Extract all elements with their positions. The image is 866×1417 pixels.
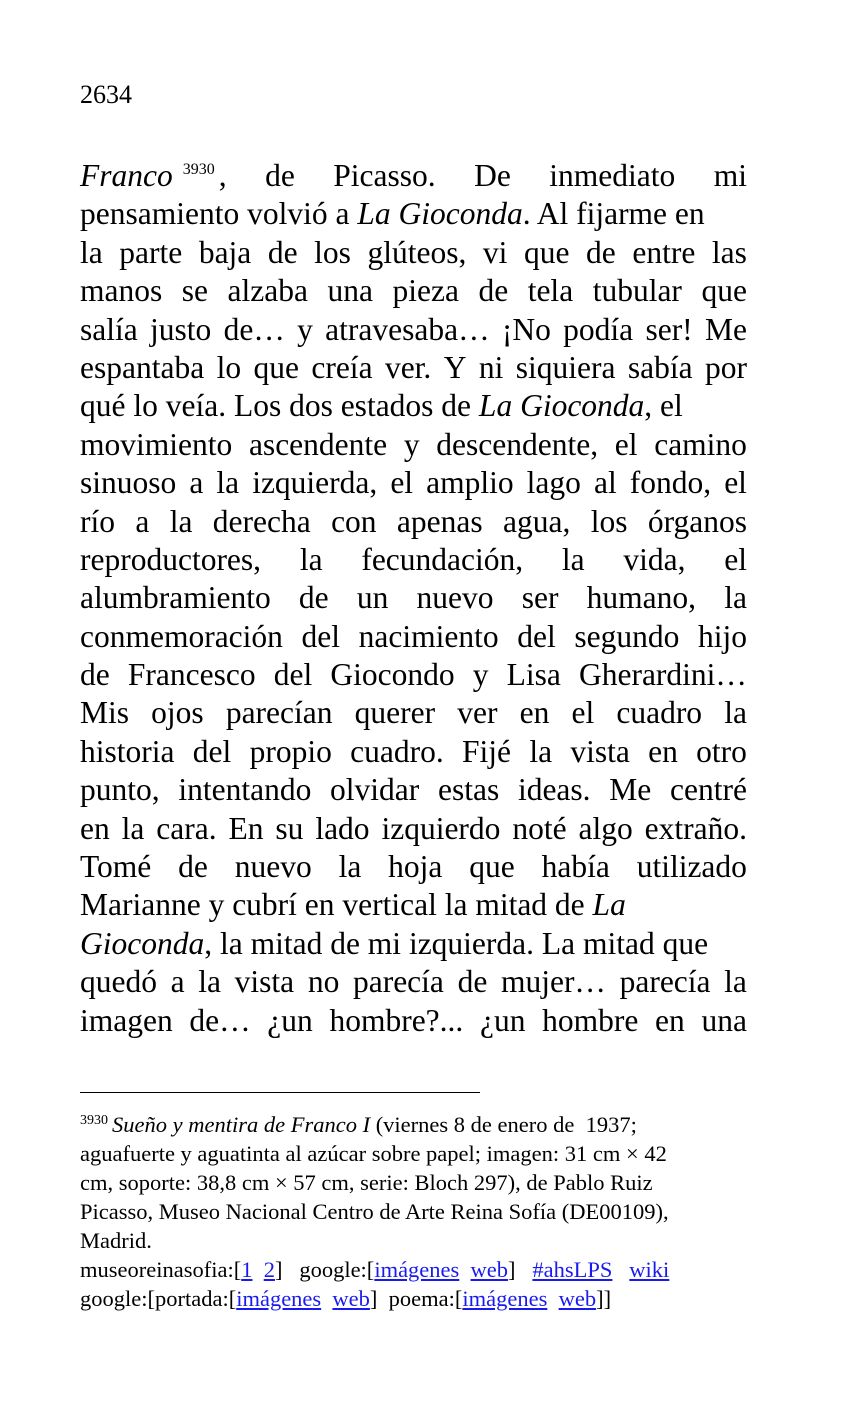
footnote-text: (viernes 8 de enero de 1937; — [370, 1112, 637, 1137]
text-word: hoja — [388, 849, 443, 885]
italic-title: La Gioconda — [357, 196, 523, 232]
italic-title: La — [592, 887, 626, 923]
text-word: en — [519, 695, 550, 731]
text-line — [80, 426, 747, 464]
text-word: derecha — [212, 503, 311, 539]
text-word: alumbramiento — [80, 580, 271, 616]
text-word: ser! — [645, 311, 693, 347]
text-word: el — [614, 426, 638, 462]
text-word: de — [267, 234, 298, 270]
text-word: a — [170, 964, 185, 1000]
text-word: la — [80, 234, 103, 270]
text-word: tela — [527, 273, 574, 309]
link-label: google:[portada:[ — [80, 1286, 237, 1311]
text-word: vista — [234, 964, 295, 1000]
text-word: extraño. — [644, 810, 747, 846]
footnote-links-line — [80, 1255, 747, 1284]
text-word: por — [704, 349, 747, 385]
italic-title: La Gioconda — [478, 388, 645, 424]
text-word: el — [724, 465, 747, 501]
text-word: apenas — [396, 503, 483, 539]
text-word: cuadro. — [350, 733, 444, 769]
wiki-link[interactable]: wiki — [629, 1257, 670, 1282]
text-line — [80, 349, 747, 387]
text-span: . Al fijarme en — [522, 196, 705, 232]
text-word: los — [590, 503, 628, 539]
text-word: ¿un — [479, 1002, 526, 1038]
text-word: lado — [315, 810, 370, 846]
text-word: hijo — [697, 618, 747, 654]
text-word: ver. — [384, 349, 432, 385]
text-line — [80, 272, 747, 310]
text-word: cara. — [156, 810, 217, 846]
footnote-separator — [80, 1092, 480, 1093]
text-word: descendente, — [436, 426, 599, 462]
text-word: centré — [670, 772, 747, 808]
text-word: un — [356, 580, 389, 616]
text-line — [80, 503, 747, 541]
text-word: del — [192, 733, 232, 769]
text-word: una — [701, 1002, 747, 1038]
text-word: de — [298, 580, 329, 616]
text-word: ver — [457, 695, 498, 731]
text-word: ni — [478, 349, 504, 385]
text-line — [80, 771, 747, 809]
google-images-link[interactable]: imágenes — [374, 1257, 460, 1282]
text-word: inmediato — [549, 158, 676, 193]
text-word: noté — [512, 810, 567, 846]
text-word: segundo — [574, 618, 680, 654]
text-word: espantaba — [80, 349, 205, 385]
text-word: órganos — [647, 503, 747, 539]
link-label: ] poema:[ — [369, 1286, 463, 1311]
text-line — [80, 925, 747, 963]
text-word: siquiera — [515, 349, 616, 385]
text-word: que — [253, 349, 299, 385]
text-word: Giocondo — [330, 657, 455, 693]
text-word: de… — [189, 1002, 251, 1038]
text-word: punto, — [80, 772, 160, 808]
text-word: en — [80, 810, 110, 846]
text-word: el — [390, 465, 414, 501]
body-text — [80, 157, 747, 1040]
text-line — [80, 886, 747, 924]
text-word: De — [474, 158, 511, 193]
text-word: vida, — [623, 541, 686, 577]
text-word: utilizado — [636, 849, 747, 885]
text-word: justo — [150, 311, 212, 347]
text-word: que — [701, 273, 747, 309]
text-word: otro — [696, 733, 747, 769]
text-word: camino — [654, 426, 747, 462]
text-word: de — [178, 849, 208, 885]
text-line — [80, 234, 747, 272]
text-word: ideas. — [517, 772, 591, 808]
text-word: creía — [311, 349, 373, 385]
text-word: que — [469, 849, 515, 885]
text-word: , — [218, 158, 227, 193]
text-word: ¡No — [501, 311, 551, 347]
text-word: podía — [563, 311, 634, 347]
text-word: la — [299, 541, 323, 577]
text-word: y — [297, 311, 313, 347]
page-number: 2634 — [80, 80, 132, 109]
text-word: estas — [438, 772, 500, 808]
text-word: Picasso. — [333, 158, 436, 193]
footnote-title: Sueño y mentira de Franco I — [112, 1112, 371, 1137]
footnote-line: Madrid. — [80, 1228, 152, 1253]
text-word: manos — [80, 273, 163, 309]
text-word: la — [561, 541, 585, 577]
text-word: la — [338, 849, 362, 885]
text-word: de… — [223, 311, 285, 347]
text-word: atravesaba… — [325, 311, 490, 347]
footnote-line: cm, soporte: 38,8 cm × 57 cm, serie: Bloch 297), de Pablo Ruiz — [80, 1170, 653, 1195]
text-word: una — [327, 273, 373, 309]
footnote-links-line — [80, 1284, 747, 1313]
link-label: ] google:[ — [274, 1257, 375, 1282]
text-word: intentando — [178, 772, 312, 808]
text-word: propio — [249, 733, 332, 769]
text-line — [80, 694, 747, 732]
text-word: Fijé — [462, 733, 512, 769]
text-word: y — [472, 657, 489, 693]
text-word: en — [655, 1002, 685, 1038]
text-word: lo — [216, 349, 242, 385]
text-word: vi — [482, 234, 508, 270]
text-word: izquierdo — [381, 810, 501, 846]
text-word: sinuoso — [80, 465, 177, 501]
text-word: con — [331, 503, 377, 539]
text-word: de — [80, 657, 110, 693]
text-word: mi — [713, 158, 747, 193]
text-word: río — [80, 503, 115, 539]
text-word: la — [198, 964, 222, 1000]
footnote-number: 3930 — [80, 1113, 108, 1128]
text-word: Lisa — [506, 657, 561, 693]
italic-title: Franco — [80, 158, 173, 193]
museo-link-2[interactable]: 2 — [263, 1257, 275, 1282]
text-word: del — [301, 618, 341, 654]
text-word: nuevo — [234, 849, 312, 885]
text-word: no — [307, 964, 340, 1000]
text-word: la — [529, 733, 553, 769]
text-word: Tomé — [80, 849, 152, 885]
text-word: imagen — [80, 1002, 173, 1038]
text-word: Me — [609, 772, 652, 808]
text-word: parte — [119, 234, 183, 270]
text-word: hombre — [542, 1002, 639, 1038]
footnote — [80, 1110, 747, 1313]
text-line — [80, 541, 747, 579]
text-word: Francesco — [127, 657, 256, 693]
text-word: Mis — [80, 695, 130, 731]
text-word: mujer… — [500, 964, 606, 1000]
text-line — [80, 733, 747, 771]
text-span: qué lo veía. Los dos estados de — [80, 388, 479, 424]
text-word: de — [457, 964, 488, 1000]
text-word: entre — [632, 234, 696, 270]
footnote-line — [80, 1110, 747, 1139]
text-word: agua, — [502, 503, 571, 539]
text-word: se — [181, 273, 209, 309]
text-word: pieza — [392, 273, 459, 309]
text-line — [80, 848, 747, 886]
text-word: conmemoración — [80, 618, 283, 654]
text-word: al — [593, 465, 617, 501]
text-word: de — [265, 158, 295, 193]
link-label: ] — [508, 1257, 516, 1282]
text-word: En — [228, 810, 264, 846]
text-word: olvidar — [330, 772, 420, 808]
text-line — [80, 195, 747, 233]
text-word: salía — [80, 311, 138, 347]
text-span: pensamiento volvió a — [80, 196, 358, 232]
text-word: del — [273, 657, 313, 693]
text-word: ¿un — [267, 1002, 313, 1038]
link-label: museoreinasofia:[ — [80, 1257, 242, 1282]
text-word: parecían — [225, 695, 333, 731]
text-word: la — [724, 695, 747, 731]
text-word: Gherardini… — [578, 657, 747, 693]
link-label: ]] — [596, 1286, 612, 1311]
text-word: vista — [570, 733, 630, 769]
text-line — [80, 157, 747, 195]
google-web-link[interactable]: web — [470, 1257, 509, 1282]
text-word: lago — [526, 465, 581, 501]
text-word: fecundación, — [361, 541, 524, 577]
text-word: el — [571, 695, 595, 731]
poema-images-link[interactable]: imágenes — [462, 1286, 548, 1311]
text-word: alzaba — [227, 273, 308, 309]
text-word: ascendente — [248, 426, 388, 462]
text-word: nuevo — [416, 580, 494, 616]
text-word: tubular — [592, 273, 682, 309]
footnote-line: Picasso, Museo Nacional Centro de Arte Reina Sofía (DE00109), — [80, 1199, 669, 1224]
text-word: de — [478, 273, 509, 309]
text-word: ojos — [151, 695, 204, 731]
text-word: las — [711, 234, 747, 270]
text-word: y — [403, 426, 420, 462]
text-span: , la mitad de mi izquierda. La mitad que — [204, 925, 709, 961]
text-line — [80, 963, 747, 1001]
text-word: quedó — [80, 964, 157, 1000]
text-word: glúteos, — [367, 234, 467, 270]
text-word: Y — [443, 349, 467, 385]
text-word: izquierda, — [252, 465, 378, 501]
text-word: del — [517, 618, 556, 654]
text-word: reproductores, — [80, 541, 262, 577]
hashtag-link[interactable]: #ahsLPS — [532, 1257, 613, 1282]
text-word: Me — [704, 311, 747, 347]
text-word: la — [169, 503, 193, 539]
text-line — [80, 311, 747, 349]
text-word: parecía — [619, 964, 711, 1000]
text-line — [80, 656, 747, 694]
text-span: Marianne y cubrí en vertical la mitad de — [80, 887, 593, 923]
text-word: querer — [354, 695, 436, 731]
text-word: su — [275, 810, 304, 846]
text-word: a — [135, 503, 150, 539]
footnote-line: aguafuerte y aguatinta al azúcar sobre papel; imagen: 31 cm × 42 — [80, 1141, 667, 1166]
portada-web-link[interactable]: web — [332, 1286, 370, 1311]
text-word: la — [216, 465, 240, 501]
text-word: hombre?... — [329, 1002, 464, 1038]
text-word: cuadro — [616, 695, 703, 731]
text-word: historia — [80, 733, 175, 769]
text-line — [80, 1002, 747, 1040]
text-word: parecía — [352, 964, 444, 1000]
footnote-ref: 3930 — [182, 161, 215, 178]
text-word: sabía — [627, 349, 693, 385]
text-word: amplio — [426, 465, 514, 501]
poema-web-link[interactable]: web — [558, 1286, 597, 1311]
text-line — [80, 618, 747, 656]
text-word: a — [189, 465, 204, 501]
text-word: los — [314, 234, 351, 270]
text-word: movimiento — [80, 426, 233, 462]
text-line — [80, 579, 747, 617]
text-word: ser — [521, 580, 559, 616]
text-word: algo — [578, 810, 633, 846]
portada-images-link[interactable]: imágenes — [236, 1286, 322, 1311]
text-word: en — [648, 733, 678, 769]
text-word: la — [121, 810, 145, 846]
text-line — [80, 810, 747, 848]
text-word: que — [524, 234, 570, 270]
text-line — [80, 387, 747, 425]
italic-title: Gioconda — [80, 925, 205, 961]
text-word: fondo, — [629, 465, 712, 501]
text-line — [80, 464, 747, 502]
text-word: baja — [198, 234, 252, 270]
text-word: nacimiento — [358, 618, 499, 654]
text-word: el — [724, 541, 747, 577]
museo-link-1[interactable]: 1 — [241, 1257, 253, 1282]
text-span: , el — [644, 388, 683, 424]
text-word: había — [541, 849, 610, 885]
text-word: la — [724, 580, 747, 616]
text-word: de — [586, 234, 616, 270]
text-word: la — [724, 964, 747, 1000]
text-word: humano, — [586, 580, 697, 616]
